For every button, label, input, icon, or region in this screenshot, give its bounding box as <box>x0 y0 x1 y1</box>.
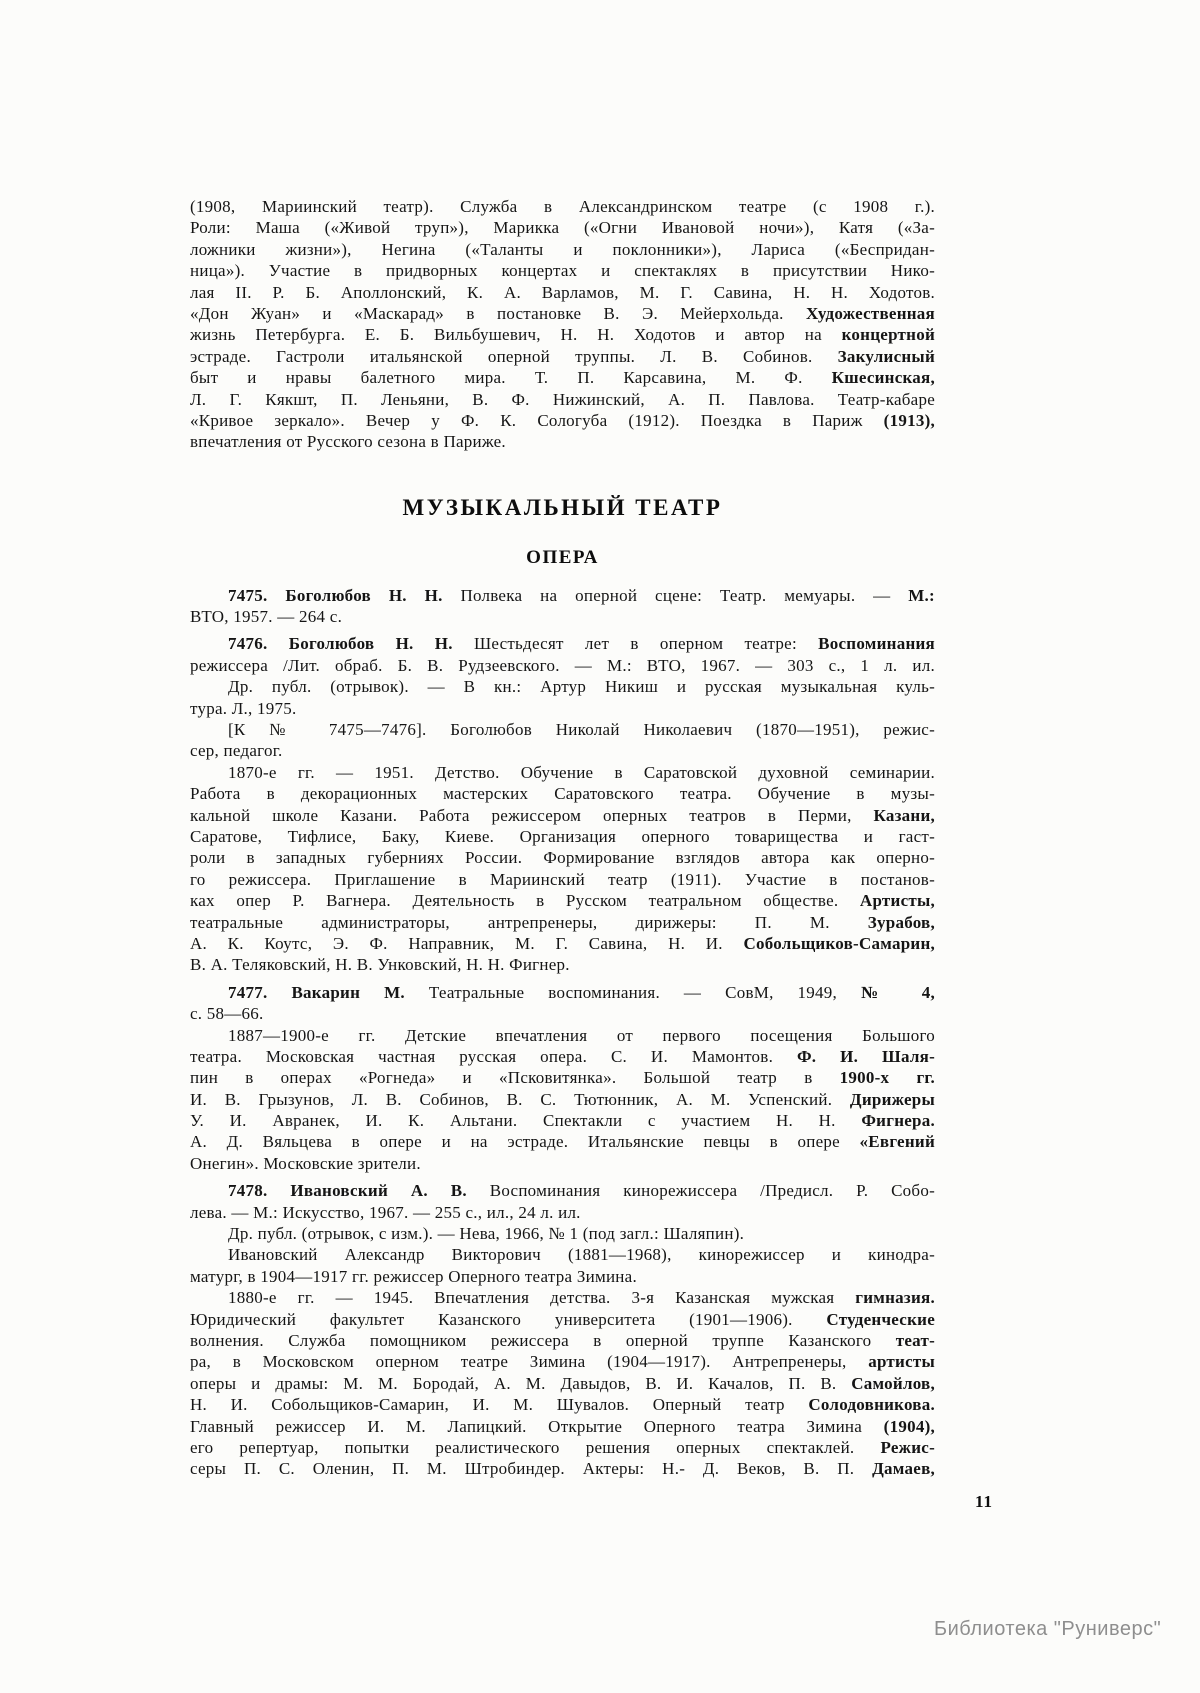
body-text: Н. И. Собольщиков-Самарин, И. М. Шувалов. Оперный театр <box>190 1395 809 1415</box>
bibliography-entry <box>190 585 935 628</box>
body-text: театральные администраторы, антрепренеры, дирижеры: П. М. <box>190 912 868 932</box>
text-line <box>190 1394 935 1415</box>
bibliography-entry <box>190 1180 935 1479</box>
text-line <box>190 1110 935 1131</box>
text-line <box>190 954 935 975</box>
text-line <box>190 1416 935 1437</box>
body-text: лая II. Р. Б. Аполлонский, К. А. Варламов, М. Г. Савина, Н. Н. Ходотов. <box>190 282 935 302</box>
bold-text: Казани, <box>873 805 935 825</box>
bold-text: Закулисный <box>837 346 935 366</box>
bold-text: 7478. Ивановский А. В. <box>228 1181 467 1201</box>
subsection-heading: ОПЕРА <box>526 546 599 568</box>
text-line <box>190 346 935 367</box>
text-line <box>190 367 935 388</box>
text-line <box>190 655 935 676</box>
text-line <box>190 1003 935 1024</box>
text-line <box>190 196 935 217</box>
bold-text: концертной <box>841 325 935 345</box>
body-text: эстраде. Гастроли итальянской оперной труппы. Л. В. Собинов. <box>190 346 838 366</box>
body-text: матург, в 1904—1917 гг. режиссер Оперного театра Зимина. <box>190 1266 637 1286</box>
body-text: быт и нравы балетного мира. Т. П. Карсавина, М. Ф. <box>190 368 832 388</box>
text-line <box>190 431 935 452</box>
body-text: В. А. Теляковский, Н. В. Унковский, Н. Н. Фигнер. <box>190 955 570 975</box>
text-line <box>190 410 935 431</box>
bold-text: гимназия. <box>855 1288 935 1308</box>
body-text: жизнь Петербурга. Е. Б. Вильбушевич, Н. Н. Ходотов и автор на <box>190 325 842 345</box>
body-text: сер, педагог. <box>190 741 283 761</box>
body-text: «Кривое зеркало». Вечер у Ф. К. Сологуба (1912). Поездка в Париж <box>190 410 884 430</box>
text-line <box>190 847 935 868</box>
bold-text: Студенческие <box>826 1309 935 1329</box>
bold-text: М.: <box>908 585 935 605</box>
text-line <box>190 890 935 911</box>
bold-text: (1913), <box>883 410 935 430</box>
bold-text: Солодовникова. <box>808 1395 935 1415</box>
body-text: Юридический факультет Казанского университета (1901—1906). <box>190 1309 827 1329</box>
text-line <box>190 1244 935 1265</box>
body-text: ница»). Участие в придворных концертах и спектаклях в присутствии Нико- <box>190 261 935 281</box>
body-text: ках опер Р. Вагнера. Деятельность в Русском театральном обществе. <box>190 891 860 911</box>
text-line <box>190 1373 935 1394</box>
bold-text: (1904), <box>883 1416 935 1436</box>
text-line <box>190 282 935 303</box>
body-text: «Дон Жуан» и «Маскарад» в постановке В. Э. Мейерхольда. <box>190 303 806 323</box>
body-text: ВТО, 1957. — 264 с. <box>190 607 343 627</box>
body-text: волнения. Служба помощником режиссера в оперной труппе Казанского <box>190 1330 896 1350</box>
body-text: театра. Московская частная русская опера. С. И. Мамонтов. <box>190 1046 797 1066</box>
bold-text: артисты <box>868 1352 935 1372</box>
bold-text: теат- <box>895 1330 935 1350</box>
page-number: 11 <box>975 1492 994 1511</box>
body-text: пин в операх «Рогнеда» и «Псковитянка». Большой театр в <box>190 1068 840 1088</box>
body-text: Воспоминания кинорежиссера /Предисл. Р. Собо- <box>466 1181 935 1201</box>
text-line <box>190 740 935 761</box>
body-text: Полвека на оперной сцене: Театр. мемуары. — <box>442 585 909 605</box>
text-line <box>190 1153 935 1174</box>
body-text: его репертуар, попытки реалистического решения оперных спектаклей. <box>190 1437 881 1457</box>
body-text: 1887—1900-е гг. Детские впечатления от первого посещения Большого <box>228 1025 935 1045</box>
body-text: тура. Л., 1975. <box>190 698 297 718</box>
body-text: Саратове, Тифлисе, Баку, Киеве. Организация оперного товарищества и гаст- <box>190 826 935 846</box>
body-text: (1908, Мариинский театр). Служба в Александринском театре (с 1908 г.). <box>190 197 935 216</box>
body-text: го режиссера. Приглашение в Мариинский театр (1911). Участие в постанов- <box>190 869 935 889</box>
text-line <box>190 1202 935 1223</box>
body-text: Л. Г. Кякшт, П. Леньяни, В. Ф. Нижинский, А. П. Павлова. Театр-кабаре <box>190 389 935 409</box>
text-line <box>190 1131 935 1152</box>
text-line <box>190 982 935 1003</box>
bold-text: Артисты, <box>859 891 935 911</box>
body-text: Онегин». Московские зрители. <box>190 1153 421 1173</box>
body-text: впечатления от Русского сезона в Париже. <box>190 432 506 452</box>
text-line <box>190 1025 935 1046</box>
text-line <box>190 1287 935 1308</box>
bold-text: 7475. Боголюбов Н. Н. <box>228 585 443 605</box>
bold-text: № 4, <box>861 982 935 1002</box>
text-line <box>190 1046 935 1067</box>
body-text: Главный режиссер И. М. Лапицкий. Открытие Оперного театра Зимина <box>190 1416 884 1436</box>
text-line <box>190 585 935 606</box>
text-line <box>190 389 935 410</box>
body-text: Шестьдесят лет в оперном театре: <box>452 634 819 654</box>
body-text: Др. публ. (отрывок, с изм.). — Нева, 1966, № 1 (под загл.: Шаляпин). <box>228 1224 745 1244</box>
library-watermark: Библиотека "Руниверс" <box>934 1618 1162 1640</box>
body-text: А. К. Коутс, Э. Ф. Направник, М. Г. Савина, Н. И. <box>190 933 744 953</box>
bold-text: 7477. Вакарин М. <box>228 982 405 1002</box>
text-line <box>190 1437 935 1458</box>
bold-text: Дамаев, <box>872 1459 935 1479</box>
bold-text: Самойлов, <box>851 1373 935 1393</box>
text-line <box>190 869 935 890</box>
bibliography-entry <box>190 982 935 1175</box>
bold-text: 1900-х гг. <box>839 1068 935 1088</box>
text-line <box>190 676 935 697</box>
text-line <box>190 1180 935 1201</box>
body-text: ложники жизни»), Негина («Таланты и поклонники»), Лариса («Беспридан- <box>190 239 935 259</box>
text-line <box>190 324 935 345</box>
continuation-paragraph <box>190 196 935 453</box>
bold-text: Фигнера. <box>861 1111 935 1131</box>
text-line <box>190 633 935 654</box>
text-line <box>190 260 935 281</box>
text-line <box>190 762 935 783</box>
text-line <box>190 719 935 740</box>
body-text: режиссера /Лит. обраб. Б. В. Рудзеевского. — М.: ВТО, 1967. — 303 с., 1 л. ил. <box>190 655 935 675</box>
bold-text: Художественная <box>806 303 935 323</box>
text-line <box>190 805 935 826</box>
text-line <box>190 239 935 260</box>
body-text: Ивановский Александр Викторович (1881—1968), кинорежиссер и кинодра- <box>228 1245 935 1265</box>
text-line <box>190 1330 935 1351</box>
text-line <box>190 217 935 238</box>
text-line <box>190 783 935 804</box>
text-line <box>190 912 935 933</box>
text-line <box>190 1309 935 1330</box>
text-column <box>190 196 935 1480</box>
body-text: серы П. С. Оленин, П. М. Штробиндер. Актеры: Н.- Д. Веков, В. П. <box>190 1459 873 1479</box>
bold-text: 7476. Боголюбов Н. Н. <box>228 634 453 654</box>
body-text: роли в западных губерниях России. Формирование взглядов автора как оперно- <box>190 848 935 868</box>
body-text: Театральные воспоминания. — СовМ, 1949, <box>404 982 861 1002</box>
bold-text: Воспоминания <box>818 634 935 654</box>
bibliography-entry <box>190 633 935 975</box>
bold-text: «Евгений <box>859 1132 935 1152</box>
bold-text: Зурабов, <box>867 912 935 932</box>
bold-text: Режис- <box>880 1437 935 1457</box>
body-text: оперы и драмы: М. М. Бородай, А. М. Давыдов, В. И. Качалов, П. В. <box>190 1373 852 1393</box>
text-line <box>190 826 935 847</box>
body-text: кальной школе Казани. Работа режиссером оперных театров в Перми, <box>190 805 874 825</box>
bold-text: Дирижеры <box>849 1089 935 1109</box>
body-text: ра, в Московском оперном театре Зимина (1904—1917). Антрепренеры, <box>190 1352 869 1372</box>
body-text: с. 58—66. <box>190 1004 264 1024</box>
body-text: лева. — М.: Искусство, 1967. — 255 с., ил., 24 л. ил. <box>190 1202 581 1222</box>
section-heading: МУЗЫКАЛЬНЫЙ ТЕАТР <box>402 494 723 520</box>
bold-text: Собольщиков-Самарин, <box>743 933 935 953</box>
body-text: Роли: Маша («Живой труп»), Марикка («Огни Ивановой ночи»), Катя («За- <box>190 218 935 238</box>
body-text: 1870-е гг. — 1951. Детство. Обучение в Саратовской духовной семинарии. <box>228 762 935 782</box>
text-line <box>190 1067 935 1088</box>
bibliography-entries <box>190 585 935 1480</box>
text-line <box>190 303 935 324</box>
body-text: [К № 7475—7476]. Боголюбов Николай Николаевич (1870—1951), режис- <box>228 720 935 740</box>
text-line <box>190 933 935 954</box>
text-line <box>190 606 935 627</box>
text-line <box>190 1351 935 1372</box>
bold-text: Кшесинская, <box>831 368 935 388</box>
body-text: А. Д. Вяльцева в опере и на эстраде. Итальянские певцы в опере <box>190 1132 860 1152</box>
body-text: Др. публ. (отрывок). — В кн.: Артур Никиш и русская музыкальная куль- <box>228 677 935 697</box>
bold-text: Ф. И. Шаля- <box>796 1046 935 1066</box>
text-line <box>190 1266 935 1287</box>
text-line <box>190 698 935 719</box>
text-line <box>190 1089 935 1110</box>
body-text: Работа в декорационных мастерских Саратовского театра. Обучение в музы- <box>190 784 935 804</box>
body-text: 1880-е гг. — 1945. Впечатления детства. 3-я Казанская мужская <box>228 1288 856 1308</box>
body-text: И. В. Грызунов, Л. В. Собинов, В. С. Тютюнник, А. М. Успенский. <box>190 1089 850 1109</box>
text-line <box>190 1458 935 1479</box>
text-line <box>190 1223 935 1244</box>
body-text: У. И. Авранек, И. К. Альтани. Спектакли с участием Н. Н. <box>190 1111 862 1131</box>
